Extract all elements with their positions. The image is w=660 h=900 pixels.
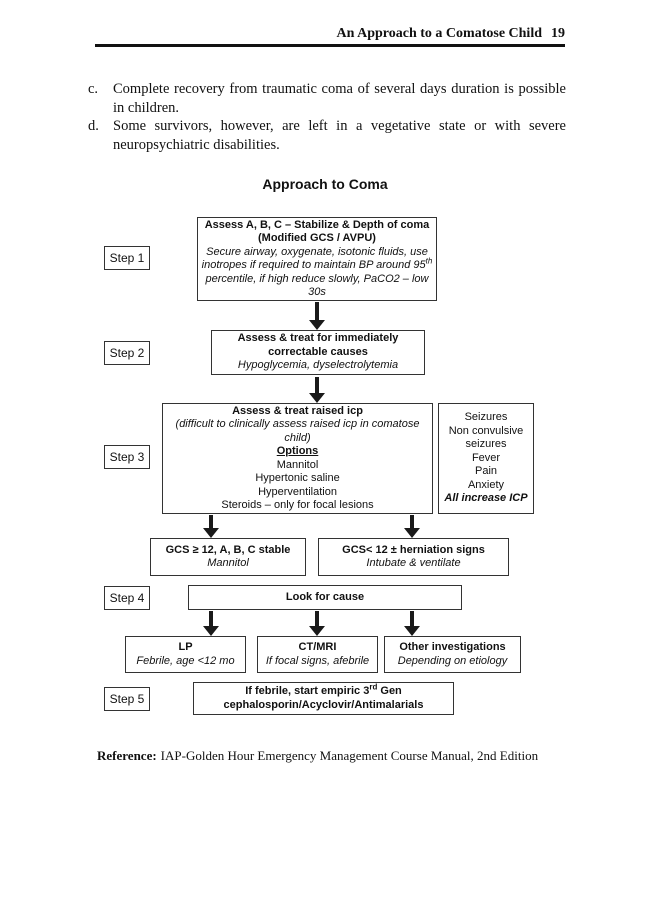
empiric-treatment-box (193, 682, 454, 715)
icp-factor: Fever (471, 451, 501, 464)
other-investigations-detail: Depending on etiology (397, 654, 508, 667)
look-for-cause-heading: Look for cause (285, 590, 365, 603)
step-1-label: Step 1 (104, 246, 150, 270)
list-item (88, 117, 566, 154)
other-investigations-box (384, 636, 521, 673)
step-2-label: Step 2 (104, 341, 150, 365)
gcs-low-box (318, 538, 509, 576)
step-5-label: Step 5 (104, 687, 150, 711)
assess-abc-box (197, 217, 437, 301)
other-investigations-heading: Other investigations (399, 641, 506, 653)
raised-icp-box (162, 403, 433, 514)
raised-icp-heading: Assess & treat raised icp (232, 404, 363, 417)
step-3-label: Step 3 (104, 445, 150, 469)
option-hyperventilation: Hyperventilation (258, 485, 337, 498)
down-arrow (404, 515, 420, 538)
correctable-causes-heading: Assess & treat for immediately correctable causes (237, 332, 399, 358)
icp-factor: Non convulsive seizures (448, 424, 524, 451)
gcs-stable-heading: GCS ≥ 12, A, B, C stable (165, 543, 291, 556)
gcs-low-detail: Intubate & ventilate (366, 557, 461, 569)
reference-text: IAP-Golden Hour Emergency Management Course Manual, 2nd Edition (160, 748, 539, 763)
look-for-cause-box (188, 585, 462, 610)
reference-line (97, 748, 567, 764)
body-text (88, 80, 566, 154)
down-arrow (203, 611, 219, 636)
icp-factor: Pain (474, 465, 498, 478)
icp-factors-emphasis: All increase ICP (444, 492, 528, 505)
ct-mri-detail: If focal signs, afebrile (265, 654, 370, 667)
step-4-label: Step 4 (104, 586, 150, 610)
empiric-treatment-line2: cephalosporin/Acyclovir/Antimalarials (223, 698, 424, 711)
flowchart-title: Approach to Coma (262, 176, 388, 192)
correctable-causes-detail: Hypoglycemia, dyselectrolytemia (237, 359, 399, 372)
icp-factors-box (438, 403, 534, 514)
options-label: Options (276, 445, 319, 457)
down-arrow (309, 377, 325, 403)
header-title: An Approach to a Comatose Child (336, 26, 542, 41)
down-arrow (309, 302, 325, 330)
lp-box (125, 636, 246, 673)
gcs-stable-detail: Mannitol (207, 557, 249, 569)
icp-factor: Seizures (464, 411, 508, 424)
page-header (95, 26, 565, 42)
lp-detail: Febrile, age <12 mo (136, 654, 235, 667)
list-item-text: Complete recovery from traumatic coma of several days duration is possible in children. (113, 81, 566, 116)
header-rule (95, 44, 565, 47)
list-marker: d. (88, 118, 99, 134)
down-arrow (404, 611, 420, 636)
ct-mri-box (257, 636, 378, 673)
list-item-text: Some survivors, however, are left in a vegetative state or with severe neuropsychiatric disabilities. (113, 118, 566, 153)
raised-icp-note: (difficult to clinically assess raised icp in comatose child) (175, 418, 420, 444)
down-arrow (309, 611, 325, 636)
lp-heading: LP (178, 641, 193, 653)
list-item (88, 80, 566, 117)
ct-mri-heading: CT/MRI (298, 641, 337, 653)
option-mannitol: Mannitol (276, 458, 319, 471)
list-marker: c. (88, 81, 99, 97)
gcs-stable-box (150, 538, 306, 576)
page-number: 19 (551, 26, 565, 41)
assess-abc-detail: Secure airway, oxygenate, isotonic fluids, use inotropes if required to maintain BP around 95th percentile, if high reduce slowly, PaCO2 – low 30s (201, 245, 433, 298)
correctable-causes-box (211, 330, 425, 375)
assess-abc-heading: Assess A, B, C – Stabilize & Depth of coma (Modified GCS / AVPU) (204, 218, 430, 244)
gcs-low-heading: GCS< 12 ± herniation signs (342, 543, 485, 556)
reference-label: Reference: (97, 748, 157, 763)
option-steroids: Steroids – only for focal lesions (221, 499, 374, 511)
down-arrow (203, 515, 219, 538)
empiric-treatment-line1: If febrile, start empiric 3rd Gen (245, 682, 402, 697)
icp-factor: Anxiety (467, 478, 505, 491)
option-hypertonic-saline: Hypertonic saline (255, 472, 340, 484)
